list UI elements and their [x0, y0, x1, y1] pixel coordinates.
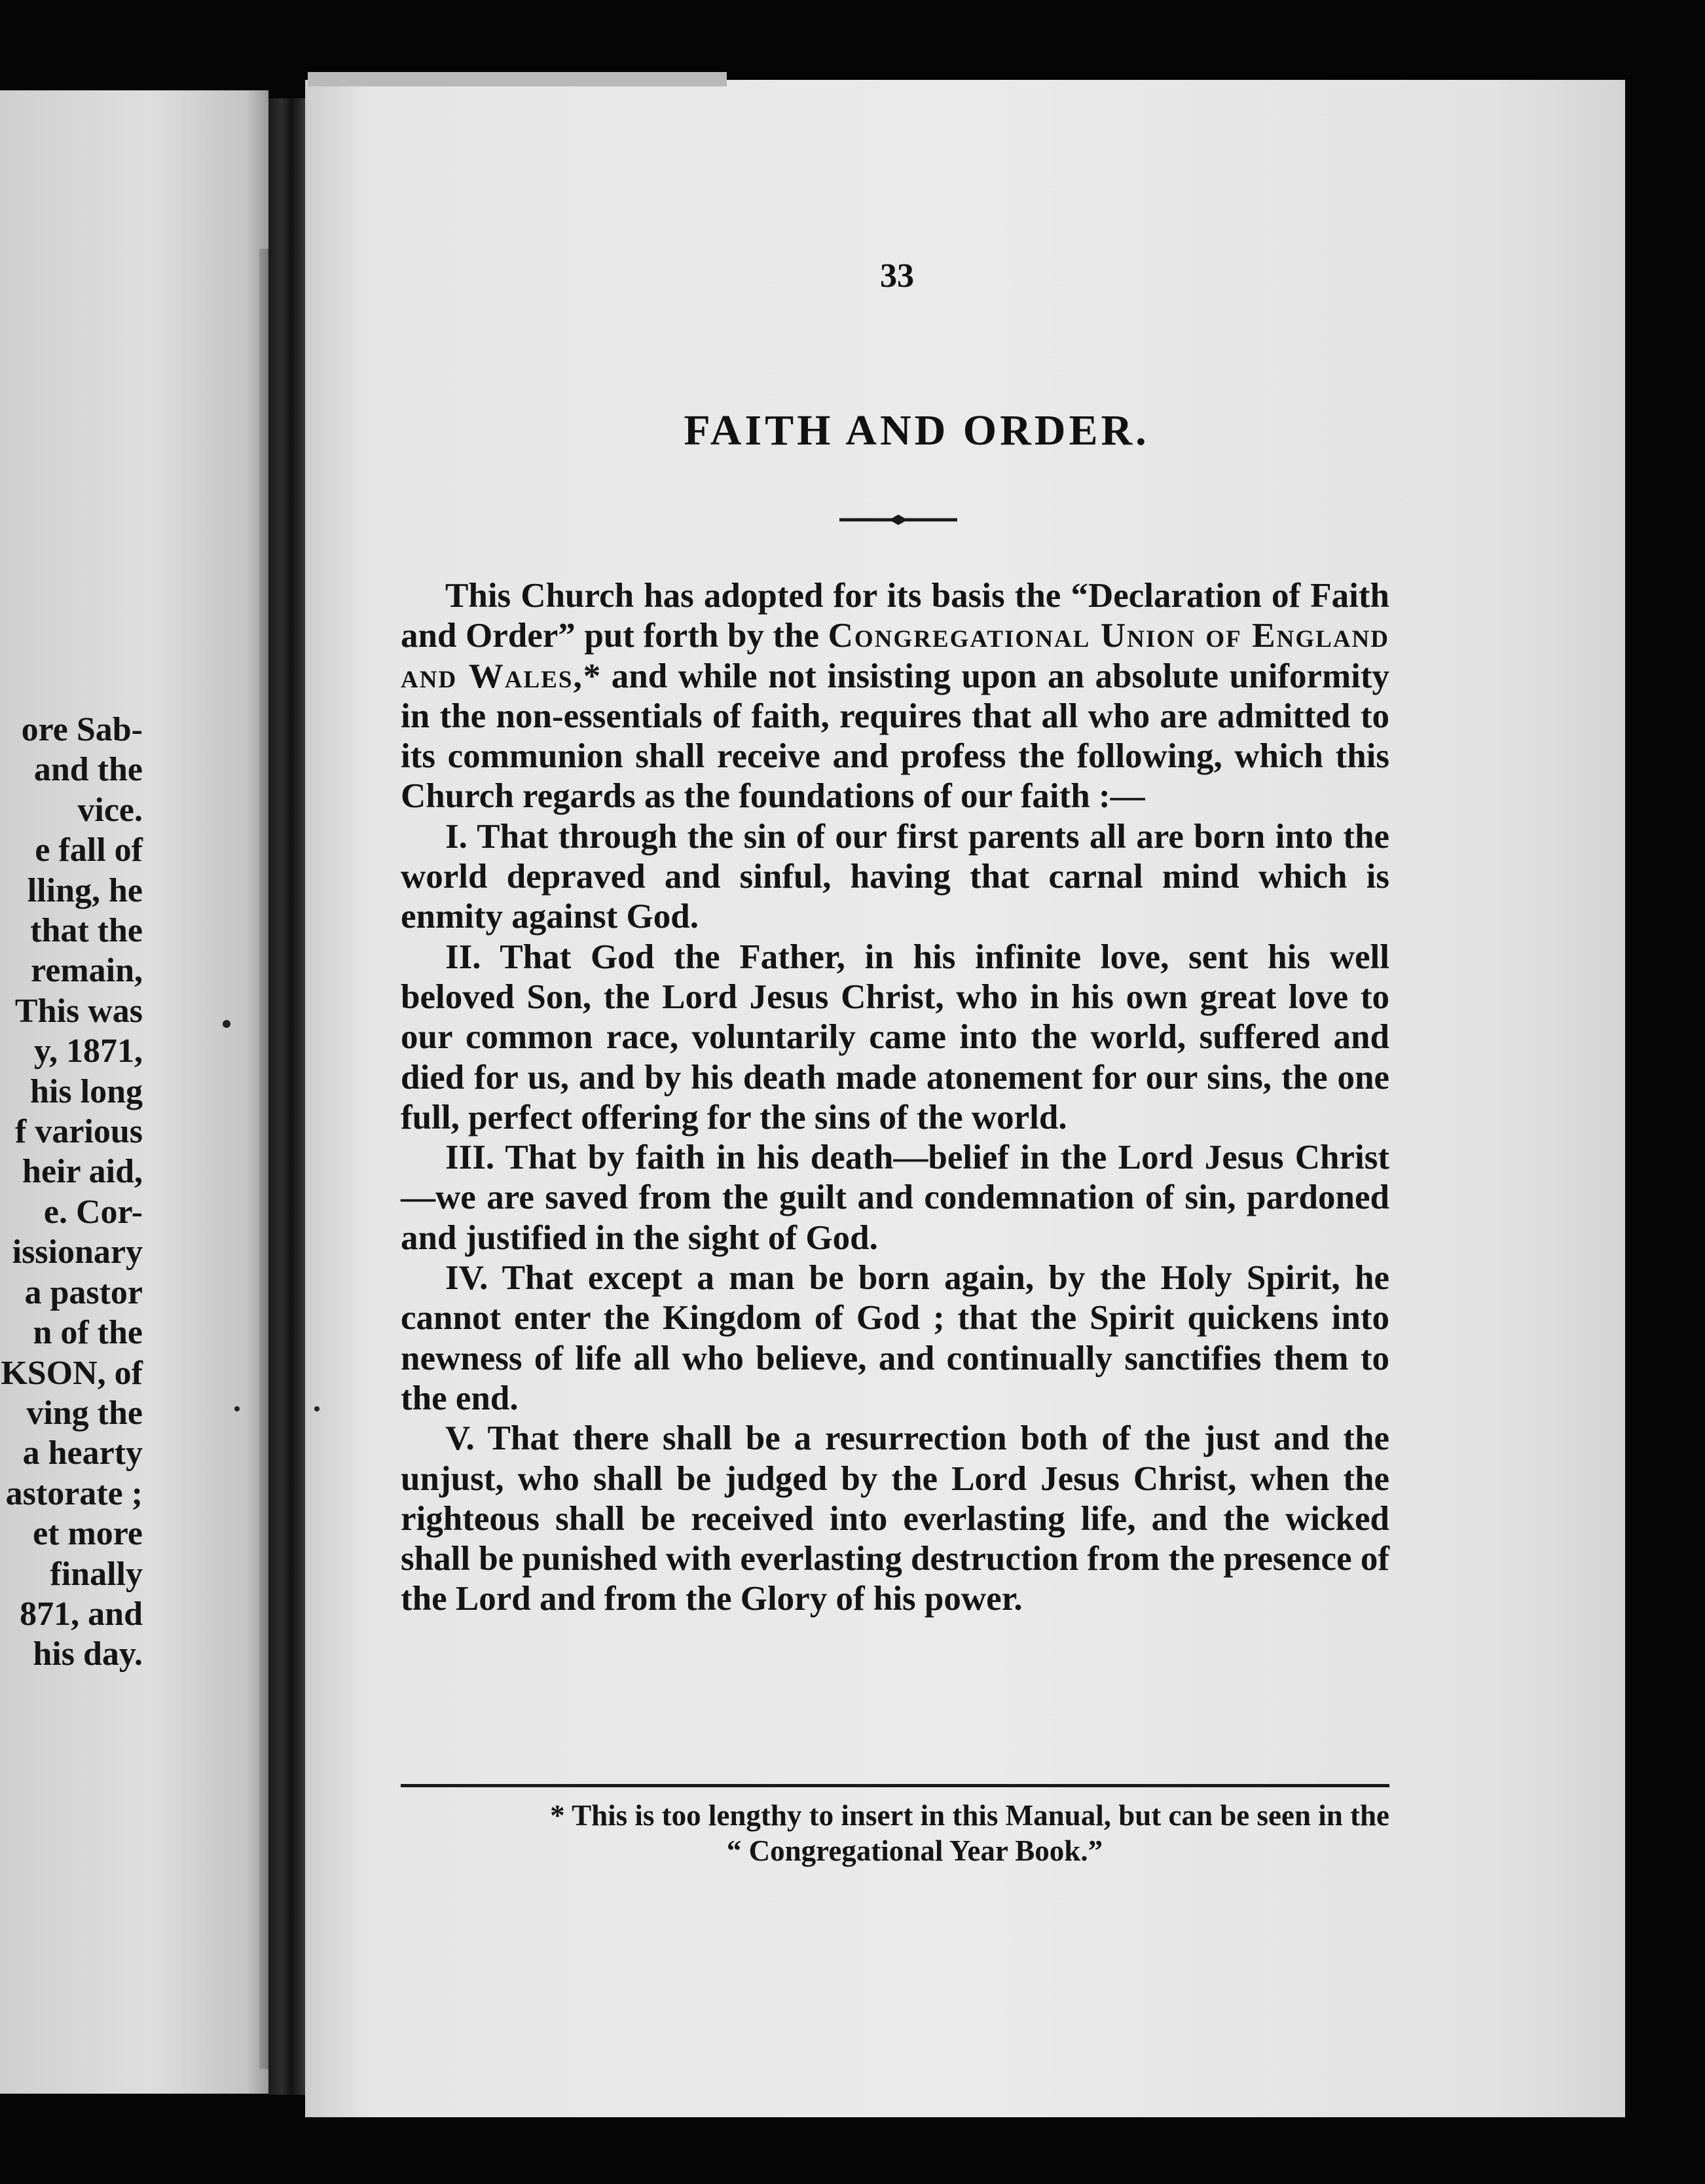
- ornament-divider-icon: [839, 512, 957, 528]
- previous-page-line: lling, he: [27, 871, 143, 909]
- page-top-edge: [308, 72, 727, 86]
- article-1: I. That through the sin of our first parents all are born into the world depraved and sinful, having that carnal mind which is enmity against God.: [401, 817, 1389, 936]
- previous-page-line: e fall of: [35, 831, 143, 869]
- previous-page-fragment: [0, 90, 268, 2094]
- previous-page-line: vice.: [77, 791, 143, 829]
- previous-page-line: 871, and: [20, 1595, 143, 1633]
- previous-page-line: a pastor: [24, 1273, 143, 1311]
- previous-page-line: finally: [50, 1555, 143, 1593]
- page-speck: [314, 1406, 320, 1411]
- previous-page-line: his long: [30, 1072, 143, 1110]
- union-name: Congregational Union of England and Wales,: [401, 617, 1389, 695]
- article-3: III. That by faith in his death—belief in the Lord Jesus Christ—we are saved from the guilt and condemnation of sin, pardoned and justified in the sight of God.: [401, 1138, 1389, 1257]
- article-5: V. That there shall be a resurrection both of the just and the unjust, who shall be judged by the Lord Jesus Christ, when the righteous shall be received into everlasting life, and the wicked shall be punished with everlasting destruction from the presence of the Lord and from the Glory of his power.: [401, 1419, 1390, 1618]
- book-gutter: [268, 98, 306, 2095]
- previous-page-line: remain,: [31, 952, 143, 990]
- previous-page-line: his day.: [33, 1635, 143, 1673]
- footnote-divider: [401, 1784, 1389, 1787]
- page-speck: [234, 1406, 240, 1411]
- previous-page-line: and the: [33, 751, 143, 789]
- previous-page-line: e. Cor-: [43, 1193, 143, 1231]
- previous-page-line: y, 1871,: [33, 1032, 143, 1070]
- previous-page-line: n of the: [33, 1314, 143, 1352]
- previous-page-line: that the: [30, 912, 143, 950]
- previous-page-line: KSON, of: [1, 1354, 143, 1392]
- previous-page-line: heir aid,: [22, 1153, 143, 1191]
- footnote: [401, 1798, 1389, 1868]
- article-4: IV. That except a man be born again, by the Holy Spirit, he cannot enter the Kingdom of God ; that the Spirit quickens into newness of life all who believe, and continually sanctifies them to the end.: [401, 1259, 1389, 1417]
- intro-paragraph: [401, 576, 1389, 817]
- article-2: II. That God the Father, in his infinite love, sent his well beloved Son, the Lord Jesus Christ, who in his own great love to our common race, voluntarily came into the world, suffered and died for us, and by his death made atonement for our sins, the one full, perfect offering for the sins of the world.: [401, 937, 1389, 1137]
- page-number: 33: [880, 257, 914, 295]
- previous-page-line: This was: [14, 992, 143, 1030]
- footnote-line-1: * This is too lengthy to insert in this Manual, but can be seen in the: [550, 1799, 1389, 1832]
- previous-page-line: ore Sab-: [21, 711, 143, 748]
- previous-page-line: f various: [15, 1113, 143, 1151]
- previous-page-line: a hearty: [22, 1434, 143, 1472]
- previous-page-line: astorate ;: [5, 1474, 143, 1512]
- main-text: [401, 576, 1389, 1620]
- previous-page-line: issionary: [12, 1233, 143, 1271]
- page-title: FAITH AND ORDER.: [684, 407, 1150, 454]
- page-speck: [223, 1020, 230, 1028]
- intro-text-part2: * and while not insisting upon an absolute uniformity in the non-essentials of faith, requires that all who are admitted to its communion shall receive and profess the following, which this Church regards as the foundations of our faith :—: [401, 657, 1389, 816]
- footnote-line-2: “ Congregational Year Book.”: [726, 1834, 1103, 1867]
- previous-page-line: ving the: [26, 1394, 143, 1432]
- previous-page-text: [0, 710, 262, 1675]
- previous-page-line: et more: [33, 1515, 143, 1553]
- intro-text-part1: This Church has adopted for its basis the “Declaration of Faith and Order” put forth by the: [401, 577, 1389, 655]
